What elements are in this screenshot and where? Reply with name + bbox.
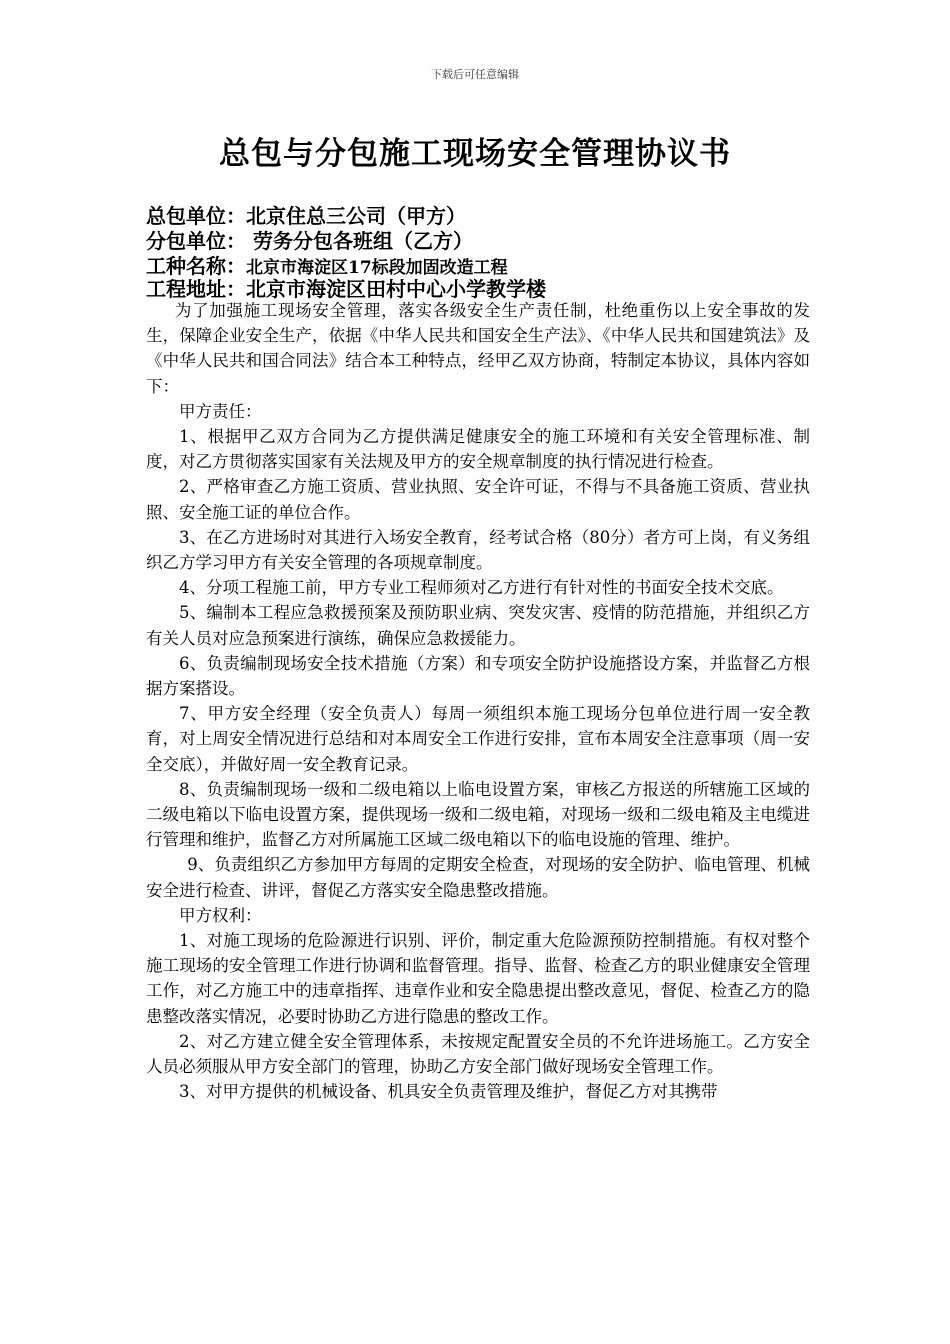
duty-8: 8、负责编制现场一级和二级电箱以上临电设置方案，审核乙方报送的所辖施工区域的二级电箱以下临电设置方案，提供现场一级和二级电箱，对现场一级和二级电箱及主电缆进行管理和维护，监督乙方对所属施工区域二级电箱以下的临电设施的管理、维护。 — [146, 779, 810, 850]
right-3: 3、对甲方提供的机械设备、机具安全负责管理及维护，督促乙方对其携带 — [179, 1082, 718, 1102]
party-a-duties-heading: 甲方责任： — [179, 401, 262, 421]
duty-4: 4、分项工程施工前，甲方专业工程师须对乙方进行有针对性的书面安全技术交底。 — [179, 578, 784, 598]
header-note: 下载后可任意编辑 — [431, 68, 519, 81]
duty-6: 6、负责编制现场安全技术措施（方案）和专项安全防护设施搭设方案，并监督乙方根据方案搭设。 — [146, 653, 810, 699]
duty-2: 2、严格审查乙方施工资质、营业执照、安全许可证，不得与不具备施工资质、营业执照、安全施工证的单位合作。 — [146, 477, 810, 522]
document-title: 总包与分包施工现场安全管理协议书 — [219, 136, 731, 172]
duty-5: 5、编制本工程应急救援预案及预防职业病、突发灾害、疫情的防范措施，并组织乙方有关人员对应急预案进行演练，确保应急救援能力。 — [146, 603, 810, 648]
subcontractor-label: 分包单位： — [146, 229, 246, 253]
work-value: 北京市海淀区17标段加固改造工程 — [246, 258, 508, 278]
agreement-body — [146, 298, 810, 1105]
subcontractor-value: 劳务分包各班组（乙方） — [246, 229, 473, 253]
duty-9: 9、负责组织乙方参加甲方每周的定期安全检查，对现场的安全防护、临电管理、机械安全进行检查、讲评，督促乙方落实安全隐患整改措施。 — [146, 855, 810, 900]
work-label: 工种名称： — [146, 254, 246, 278]
duty-1: 1、根据甲乙双方合同为乙方提供满足健康安全的施工环境和有关安全管理标准、制度，对乙方贯彻落实国家有关法规及甲方的安全规章制度的执行情况进行检查。 — [146, 427, 810, 472]
contractor-value: 北京住总三公司（甲方） — [246, 204, 466, 228]
address-value: 北京市海淀区田村中心小学教学楼 — [246, 277, 546, 301]
duty-7: 7、甲方安全经理（安全负责人）每周一须组织本施工现场分包单位进行周一安全教育，对上周安全情况进行总结和对本周安全工作进行安排，宣布本周安全注意事项（周一安全交底），并做好周一安全教育记录。 — [146, 704, 810, 774]
contractor-label: 总包单位： — [146, 204, 246, 228]
right-2: 2、对乙方建立健全安全管理体系，未按规定配置安全员的不允许进场施工。乙方安全人员必须服从甲方安全部门的管理，协助乙方安全部门做好现场安全管理工作。 — [146, 1031, 810, 1077]
intro-paragraph: 为了加强施工现场安全管理，落实各级安全生产责任制，杜绝重伤以上安全事故的发生，保障企业安全生产，依据《中华人民共和国安全生产法》、《中华人民共和国建筑法》及《中华人民共和国合同法》结合本工种特点，经甲乙双方协商，特制定本协议，具体内容如下： — [146, 301, 810, 396]
party-a-rights-heading: 甲方权利： — [179, 905, 262, 925]
right-1: 1、对施工现场的危险源进行识别、评价，制定重大危险源预防控制措施。有权对整个施工现场的安全管理工作进行协调和监督管理。指导、监督、检查乙方的职业健康安全管理工作，对乙方施工中的违章指挥、违章作业和安全隐患提出整改意见，督促、检查乙方的隐患整改落实情况，必要时协助乙方进行隐患的整改工作。 — [146, 931, 810, 1026]
duty-3: 3、在乙方进场时对其进行入场安全教育，经考试合格（80分）者方可上岗，有义务组织乙方学习甲方有关安全管理的各项规章制度。 — [146, 527, 810, 573]
address-label: 工程地址： — [146, 277, 246, 301]
